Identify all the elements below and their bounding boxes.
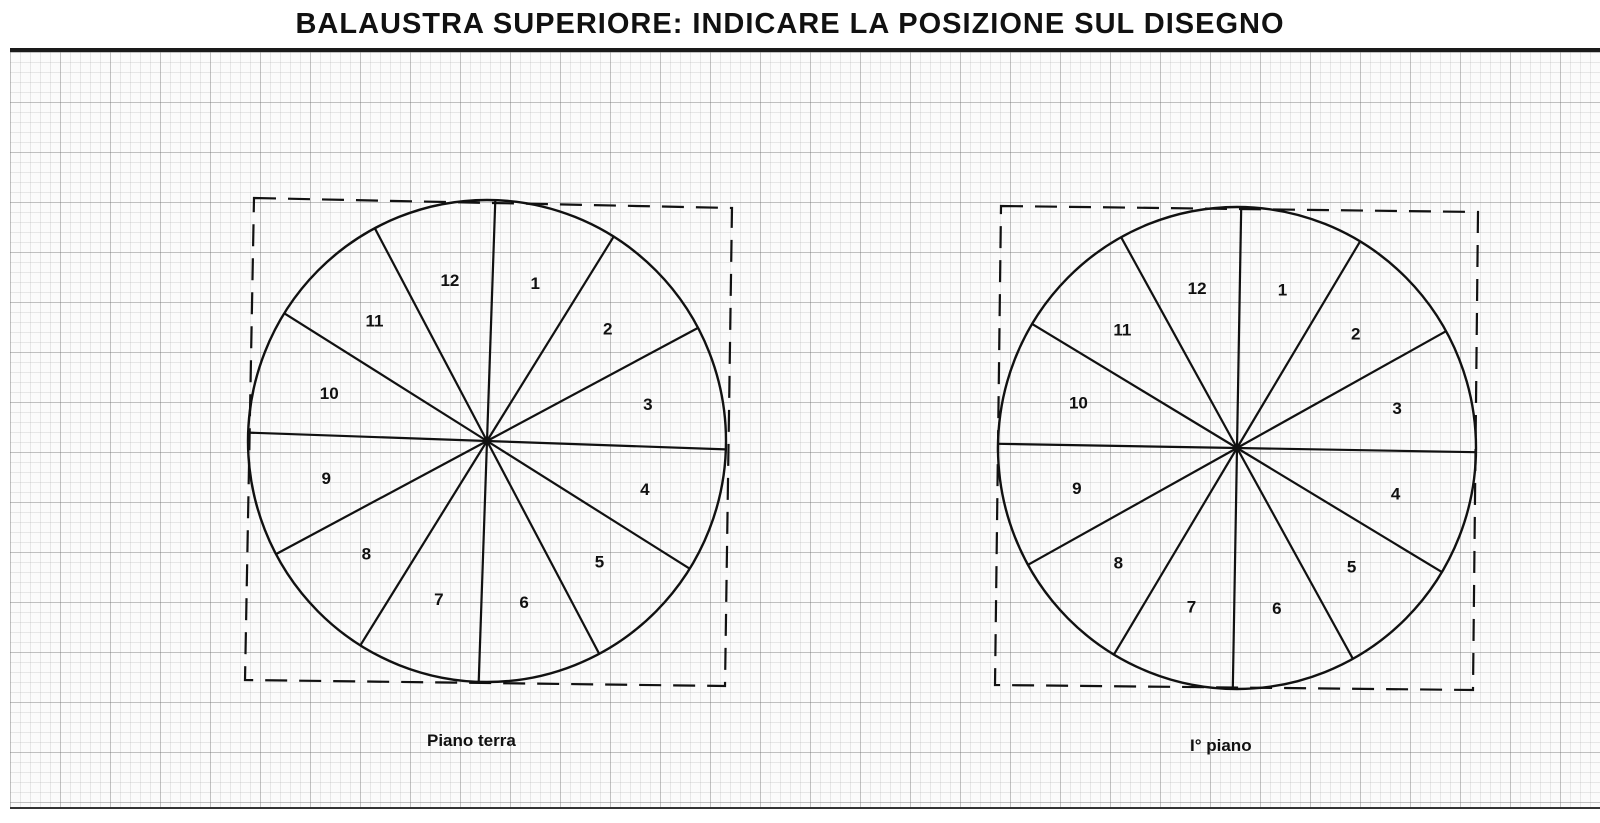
spoke-line: [1237, 331, 1446, 448]
segment-label-4: 4: [640, 480, 650, 500]
center-point: [1233, 444, 1241, 452]
segment-label-8: 8: [1113, 553, 1124, 573]
segment-label-8: 8: [361, 544, 372, 564]
spoke-line: [1121, 237, 1237, 448]
segment-label-2: 2: [602, 319, 613, 339]
spoke-line: [1237, 207, 1241, 448]
segment-label-1: 1: [1277, 280, 1288, 300]
segment-label-10: 10: [319, 383, 339, 403]
spoke-line: [998, 444, 1237, 448]
page-title: BALAUSTRA SUPERIORE: INDICARE LA POSIZIONE SUL DISEGNO: [295, 7, 1285, 40]
segment-label-11: 11: [365, 311, 384, 331]
caption-piano-terra: Piano terra: [427, 731, 516, 750]
segment-label-4: 4: [1390, 484, 1401, 504]
segment-label-10: 10: [1068, 393, 1088, 413]
spoke-line: [1233, 448, 1237, 689]
segment-label-5: 5: [1346, 557, 1357, 577]
segment-label-12: 12: [1187, 278, 1207, 298]
caption-primo-piano: I° piano: [1190, 736, 1252, 755]
segment-label-12: 12: [440, 271, 460, 291]
spoke-line: [1028, 448, 1237, 565]
segment-label-7: 7: [434, 589, 444, 609]
segment-label-11: 11: [1113, 320, 1132, 340]
segment-label-1: 1: [530, 274, 540, 294]
segment-label-9: 9: [321, 469, 331, 489]
segment-label-6: 6: [519, 592, 529, 612]
spoke-line: [1032, 324, 1237, 448]
segment-label-5: 5: [594, 552, 605, 572]
segment-label-7: 7: [1186, 597, 1197, 617]
spoke-line: [1237, 448, 1476, 452]
segment-label-6: 6: [1272, 599, 1282, 619]
spoke-line: [1114, 448, 1237, 655]
spoke-line: [1237, 448, 1353, 659]
segment-label-3: 3: [1392, 399, 1402, 419]
segment-label-3: 3: [643, 394, 653, 414]
segment-label-9: 9: [1072, 478, 1082, 498]
segment-label-2: 2: [1350, 324, 1361, 344]
spoke-line: [1237, 448, 1442, 572]
spoke-line: [1237, 241, 1360, 448]
